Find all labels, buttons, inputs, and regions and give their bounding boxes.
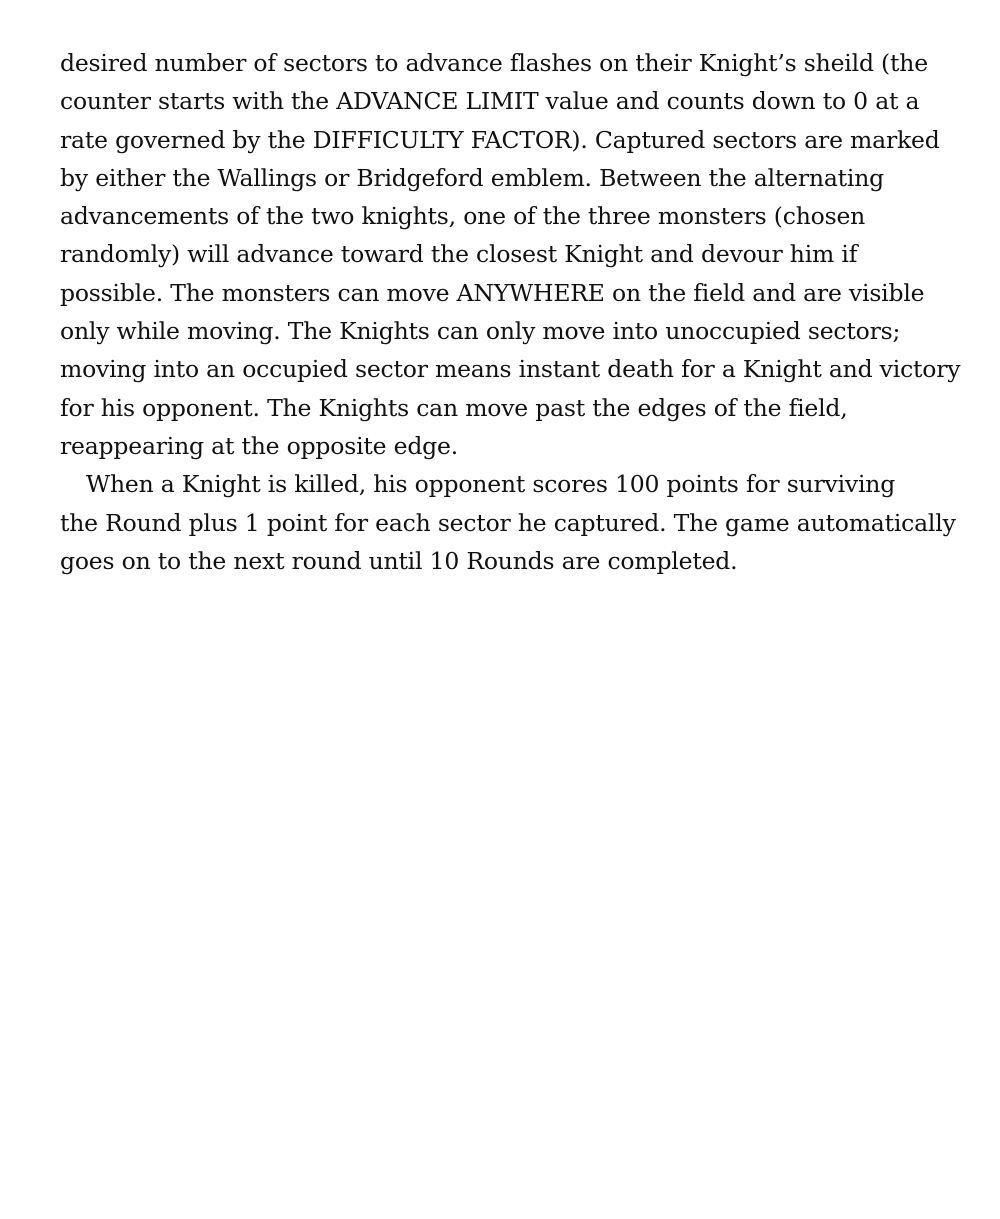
text-line: goes on to the next round until 10 Rounds are completed. <box>60 546 738 575</box>
text-line: randomly) will advance toward the closest Knight and devour him if <box>60 240 858 269</box>
text-line: the Round plus 1 point for each sector he captured. The game automatically <box>60 508 956 537</box>
text-line: only while moving. The Knights can only move into unoccupied sectors; <box>60 317 901 346</box>
text-line: advancements of the two knights, one of the three monsters (chosen <box>60 202 866 231</box>
paragraph-gameplay <box>60 44 961 465</box>
text-line: by either the Wallings or Bridgeford emblem. Between the alternating <box>60 163 884 192</box>
text-line: for his opponent. The Knights can move past the edges of the field, <box>60 393 848 422</box>
paragraph-scoring <box>60 465 956 580</box>
text-line: desired number of sectors to advance flashes on their Knight’s sheild (the <box>60 49 928 77</box>
body-text <box>60 44 961 580</box>
text-line: possible. The monsters can move ANYWHERE on the field and are visible <box>60 278 925 307</box>
text-line: rate governed by the DIFFICULTY FACTOR). Captured sectors are marked <box>60 125 940 154</box>
text-line: counter starts with the ADVANCE LIMIT value and counts down to 0 at a <box>60 87 920 116</box>
text-line: moving into an occupied sector means instant death for a Knight and victory <box>60 355 961 384</box>
text-line: reappearing at the opposite edge. <box>60 431 458 460</box>
text-line: When a Knight is killed, his opponent scores 100 points for surviving <box>86 470 896 499</box>
